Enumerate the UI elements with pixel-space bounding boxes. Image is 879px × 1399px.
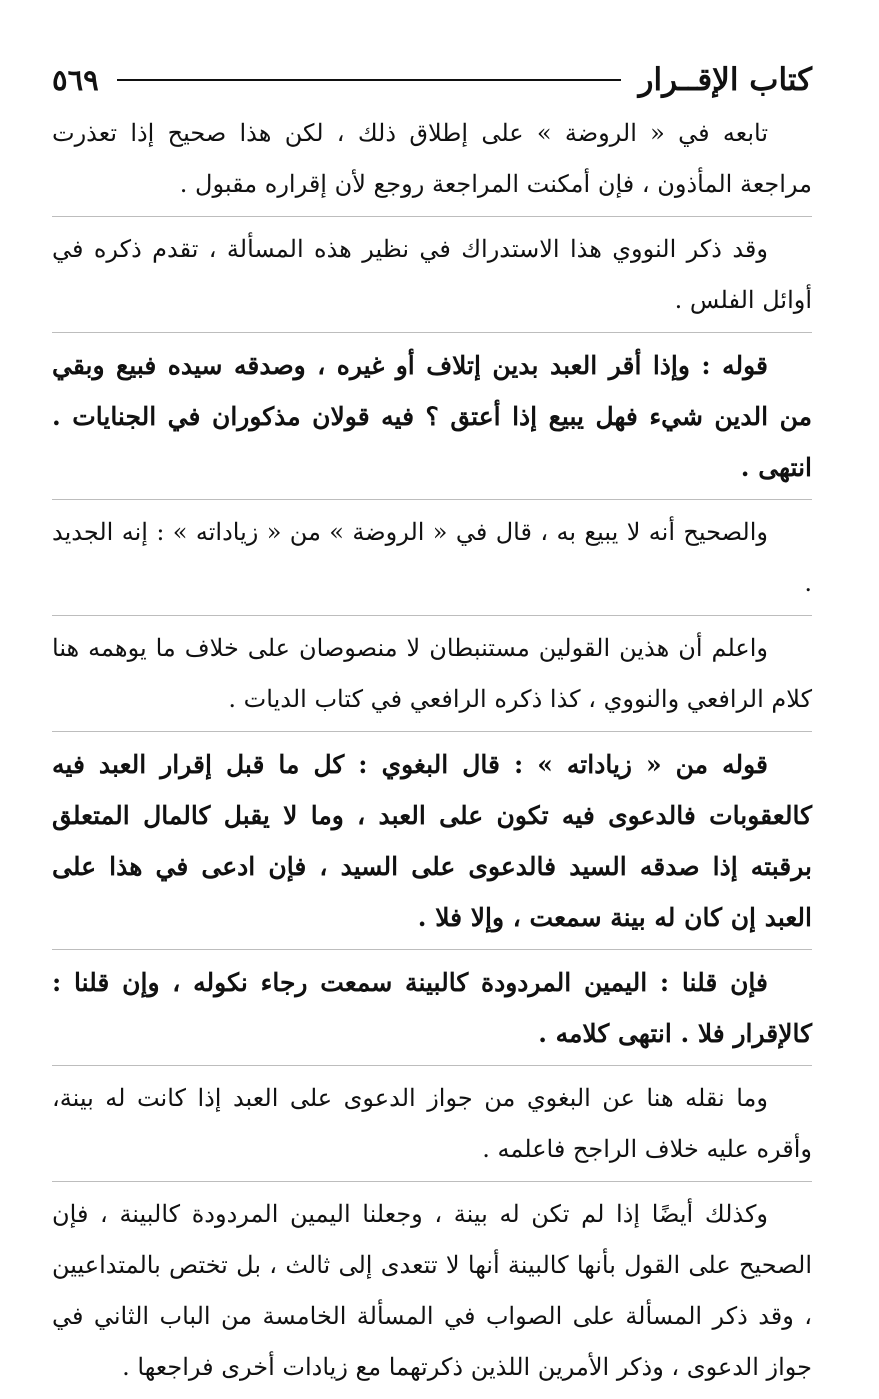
- paragraph-divider: [52, 499, 812, 501]
- paragraph-divider: [52, 1065, 812, 1067]
- paragraph: تابعه في « الروضة » على إطلاق ذلك ، لكن هذا صحيح إذا تعذرت مراجعة المأذون ، فإن أمكنت المراجعة روجع لأن إقراره مقبول .: [52, 119, 812, 198]
- quoted-passage: قوله من « زياداته » : قال البغوي : كل ما قبل إقرار العبد فيه كالعقوبات فالدعوى فيه تكون على العبد ، وما لا يقبل كالمال المتعلق برقبته إذا صدقه السيد فالدعوى على السيد ، فإن ادعى في هذا على العبد إن كان له بينة سمعت ، وإلا فلا .: [52, 750, 812, 932]
- paragraph: وكذلك أيضًا إذا لم تكن له بينة ، وجعلنا اليمين المردودة كالبينة ، فإن الصحيح على القول بأنها كالبينة أنها لا تتعدى إلى ثالث ، بل تختص بالمتداعيين ، وقد ذكر المسألة على الصواب في المسألة الخامسة من الباب الثاني في جواز الدعوى ، وذكر الأمرين اللذين ذكرتهما مع زيادات أخرى فراجعها .: [52, 1200, 812, 1381]
- paragraph: والصحيح أنه لا يبيع به ، قال في « الروضة » من « زياداته » : إنه الجديد .: [52, 518, 812, 597]
- paragraph-divider: [52, 1181, 812, 1183]
- book-page: [52, 58, 812, 1399]
- paragraph-divider: [52, 615, 812, 617]
- paragraph-divider: [52, 216, 812, 218]
- book-title: كتاب الإقــرار: [638, 62, 812, 98]
- quoted-passage: قوله : وإذا أقر العبد بدين إتلاف أو غيره ، وصدقه سيده فبيع وبقي من الدين شيء فهل يبيع إذا أعتق ؟ فيه قولان مذكوران في الجنايات . انتهى .: [52, 351, 812, 482]
- header-rule: [117, 79, 621, 81]
- paragraph-divider: [52, 332, 812, 334]
- quoted-passage: فإن قلنا : اليمين المردودة كالبينة سمعت رجاء نكوله ، وإن قلنا : كالإقرار فلا . انتهى كلامه .: [52, 968, 812, 1048]
- paragraph: واعلم أن هذين القولين مستنبطان لا منصوصان على خلاف ما يوهمه هنا كلام الرافعي والنووي ، كذا ذكره الرافعي في كتاب الديات .: [52, 634, 812, 713]
- page-number: ٥٦٩: [52, 63, 99, 97]
- paragraph: وما نقله هنا عن البغوي من جواز الدعوى على العبد إذا كانت له بينة، وأقره عليه خلاف الراجح فاعلمه .: [52, 1084, 812, 1163]
- running-header: [52, 58, 812, 102]
- paragraph: وقد ذكر النووي هذا الاستدراك في نظير هذه المسألة ، تقدم ذكره في أوائل الفلس .: [52, 235, 812, 314]
- paragraph-divider: [52, 731, 812, 733]
- paragraph-divider: [52, 949, 812, 951]
